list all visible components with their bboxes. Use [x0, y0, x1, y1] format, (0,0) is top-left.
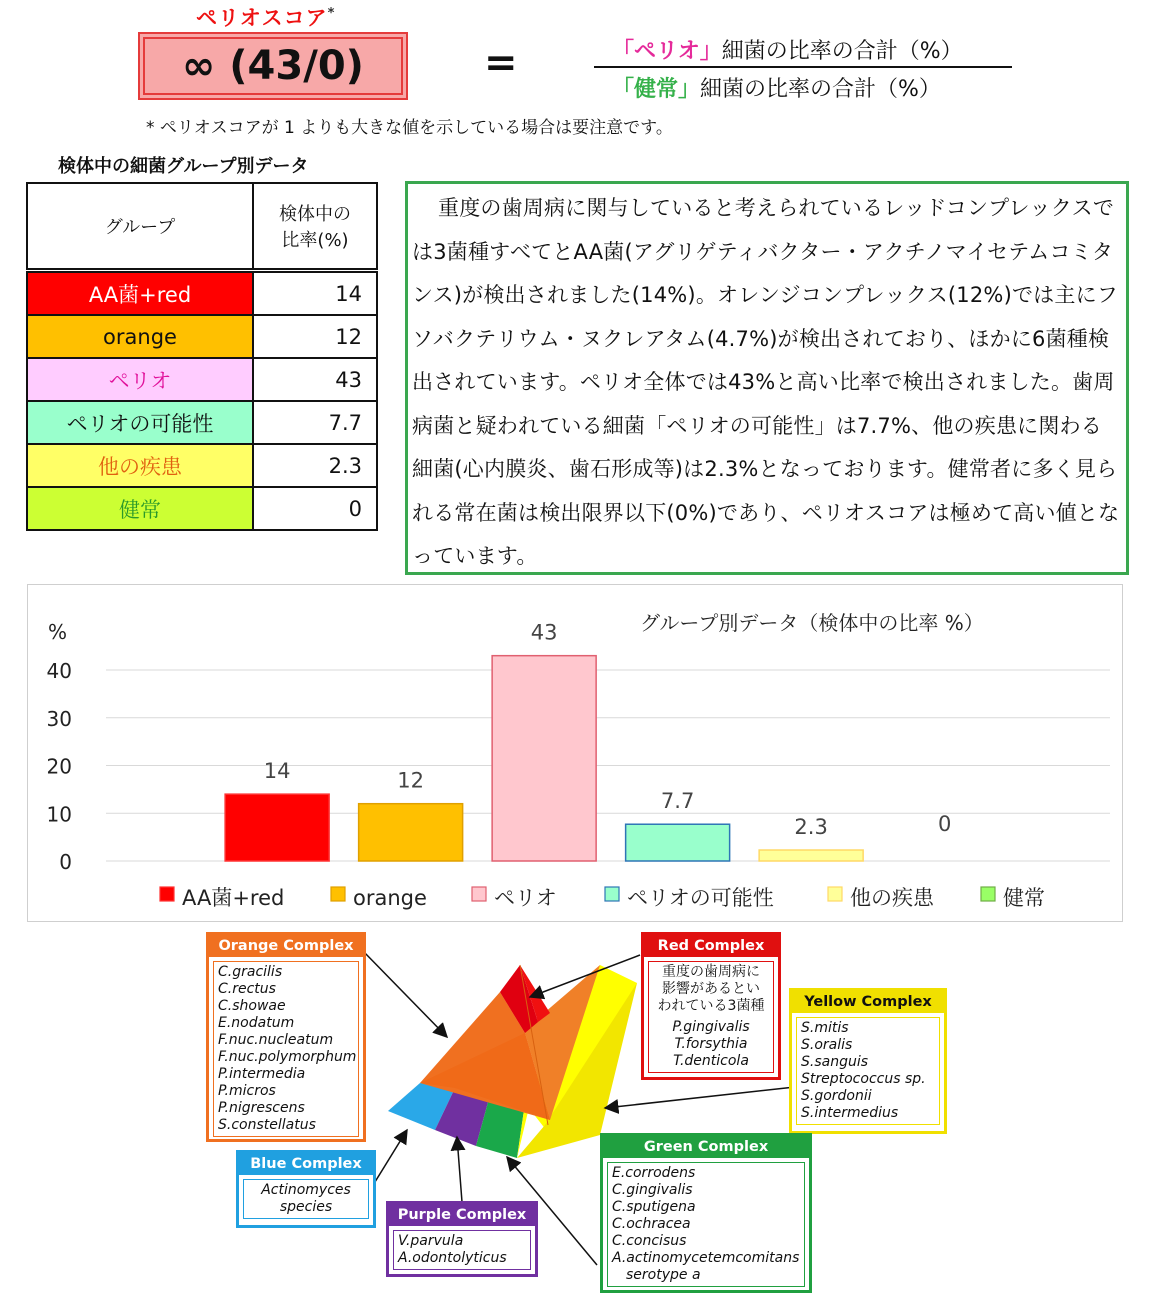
group-name-cell: orange [27, 315, 253, 358]
group-ratio-cell: 14 [253, 271, 377, 316]
arrow-orange [362, 950, 447, 1037]
table-title: 検体中の細菌グループ別データ [58, 156, 309, 177]
bar-value-label: 14 [263, 759, 291, 784]
species-item: F.nuc.nucleatum [218, 1032, 334, 1048]
species-item: T.forsythia [674, 1036, 748, 1052]
species-item: A.odontolyticus [398, 1250, 507, 1266]
group-name-cell: ペリオ [27, 358, 253, 401]
score-note: * ペリオスコアが 1 よりも大きな値を示している場合は要注意です。 [146, 118, 673, 138]
legend-swatch [331, 887, 345, 901]
purple-complex-list [393, 1230, 531, 1270]
species-item: C.sputigena [612, 1199, 696, 1215]
group-name-cell: 他の疾患 [27, 444, 253, 487]
header-group: グループ [27, 183, 253, 271]
legend-label: ペリオの可能性 [627, 886, 774, 910]
periodontal-score-title: ペリオスコア* [196, 6, 336, 30]
table-row [27, 315, 377, 358]
red-complex-list [648, 961, 774, 1073]
bar-1 [225, 794, 329, 861]
species-item: serotype a [626, 1267, 701, 1283]
formula-denominator-text: 細菌の比率の合計（%） [700, 77, 941, 102]
description-box [405, 181, 1129, 575]
periodontal-score-value: ∞ (43/0) [182, 43, 364, 89]
species-item: species [279, 1199, 333, 1215]
group-data-table [26, 182, 378, 531]
species-item: C.ochracea [612, 1216, 691, 1232]
species-item: S.gordonii [801, 1088, 872, 1104]
group-ratio-cell: 12 [253, 315, 377, 358]
periodontal-score-box [138, 32, 408, 100]
species-item: P.gingivalis [672, 1019, 750, 1035]
species-item: C.gracilis [218, 964, 283, 980]
complex-pyramid-diagram [0, 925, 1158, 1302]
yellow-complex-list [796, 1017, 940, 1125]
y-tick-label: 30 [46, 706, 72, 731]
blue-complex-box [236, 1150, 376, 1228]
blue-complex-title: Blue Complex [239, 1153, 373, 1175]
bar-value-label: 0 [937, 812, 952, 836]
species-item: P.micros [218, 1083, 276, 1099]
group-ratio-cell: 7.7 [253, 401, 377, 444]
bar-value-label: 2.3 [794, 815, 828, 840]
formula-fraction-line [594, 66, 1012, 68]
legend-swatch [472, 887, 486, 901]
bar-3 [492, 656, 596, 861]
table-body [27, 271, 377, 531]
species-item: V.parvula [398, 1233, 464, 1249]
legend-label: ペリオ [494, 886, 557, 910]
species-item: P.nigrescens [218, 1100, 305, 1116]
species-item: C.rectus [218, 981, 276, 997]
table-row [27, 487, 377, 530]
legend-label: 他の疾患 [850, 886, 934, 910]
bar-value-label: 7.7 [660, 789, 695, 814]
bar-value-label: 43 [530, 620, 558, 645]
y-tick-label: 10 [46, 802, 72, 827]
species-item: S.oralis [801, 1037, 853, 1053]
legend-label: AA菌+red [182, 886, 285, 910]
yellow-complex-box [789, 988, 947, 1134]
yellow-complex-title: Yellow Complex [792, 991, 944, 1013]
complex-note-line: われている3菌種 [657, 998, 765, 1014]
arrow-purple [457, 1137, 462, 1202]
green-complex-box [600, 1133, 812, 1293]
table-row [27, 271, 377, 316]
bar-value-label: 12 [397, 768, 425, 793]
green-complex-title: Green Complex [603, 1136, 809, 1158]
species-item: A.actinomycetemcomitans [612, 1250, 800, 1266]
bar-2 [359, 804, 463, 861]
orange-complex-title: Orange Complex [209, 935, 363, 957]
species-item: S.intermedius [801, 1105, 899, 1121]
chart-title: グループ別データ（検体中の比率 %） [640, 611, 984, 635]
complex-note-line: 影響があるとい [662, 981, 760, 997]
species-item: Streptococcus sp. [801, 1071, 926, 1087]
legend-swatch [828, 887, 842, 901]
species-item: C.gingivalis [612, 1182, 693, 1198]
orange-complex-box [206, 932, 366, 1142]
description-text: 重度の歯周病に関与していると考えられているレッドコンプレックスでは3菌種すべてとAA菌(アグリゲティバクター・アクチノマイセテムコミタンス)が検出されました(14%)。オレンジコンプレックス(12%)では主にフソバクテリウム・ヌクレアタム(4.7%)が検出されており、ほかに6菌種検出されています。ペリオ全体では43%と高い比率で検出されました。歯周病菌と疑われている細菌「ペリオの可能性」は7.7%、他の疾患に関わる細菌(心内膜炎、歯石形成等)は2.3%となっております。健常者に多く見られる常在菌は検出限界以下(0%)であり、ペリオスコアは極めて高い値となっています。 [412, 196, 1120, 568]
y-tick-label: 20 [46, 754, 72, 779]
species-item: C.showae [218, 998, 286, 1014]
bar-4 [626, 824, 730, 861]
group-ratio-cell: 2.3 [253, 444, 377, 487]
group-bar-chart [27, 584, 1123, 922]
species-item: F.nuc.polymorphum [218, 1049, 357, 1065]
legend-label: 健常 [1003, 886, 1045, 910]
table-row [27, 401, 377, 444]
group-name-cell: 健常 [27, 487, 253, 530]
species-item: E.corrodens [612, 1165, 696, 1181]
legend-swatch [160, 887, 174, 901]
green-complex-list [607, 1162, 805, 1287]
red-complex-box [641, 932, 781, 1080]
formula-numerator-text: 細菌の比率の合計（%） [721, 39, 963, 64]
complex-note-line: 重度の歯周病に [662, 964, 760, 980]
table-header-row [27, 183, 377, 271]
table-row [27, 358, 377, 401]
purple-complex-box [386, 1201, 538, 1277]
species-item: Actinomyces [261, 1182, 351, 1198]
formula-healthy-keyword: 「健常」 [612, 77, 701, 102]
blue-complex-list [243, 1179, 369, 1219]
bar-5 [759, 850, 863, 861]
table-row [27, 444, 377, 487]
purple-complex-title: Purple Complex [389, 1204, 535, 1226]
equals-sign: = [484, 40, 518, 86]
species-item: T.denticola [673, 1053, 749, 1069]
arrow-yellow [605, 1087, 795, 1108]
red-complex-title: Red Complex [644, 935, 778, 957]
y-axis-label: % [48, 620, 68, 644]
formula-numerator [612, 34, 963, 65]
formula-denominator [612, 72, 941, 103]
group-name-cell: ペリオの可能性 [27, 401, 253, 444]
species-item: E.nodatum [218, 1015, 295, 1031]
legend-label: orange [353, 886, 427, 910]
group-name-cell: AA菌+red [27, 271, 253, 316]
orange-complex-list [213, 961, 359, 1137]
species-item: S.constellatus [218, 1117, 316, 1133]
species-item: C.concisus [612, 1233, 687, 1249]
species-item: P.intermedia [218, 1066, 306, 1082]
formula-perio-keyword: 「ペリオ」 [612, 39, 722, 64]
group-ratio-cell: 0 [253, 487, 377, 530]
header-ratio: 検体中の 比率(%) [253, 183, 377, 271]
species-item: S.sanguis [801, 1054, 869, 1070]
legend-swatch [605, 887, 619, 901]
y-tick-label: 40 [46, 659, 72, 683]
group-ratio-cell: 43 [253, 358, 377, 401]
species-item: S.mitis [801, 1020, 849, 1036]
legend-swatch [981, 887, 995, 901]
chart-svg [28, 585, 1122, 921]
y-tick-label: 0 [59, 850, 72, 874]
